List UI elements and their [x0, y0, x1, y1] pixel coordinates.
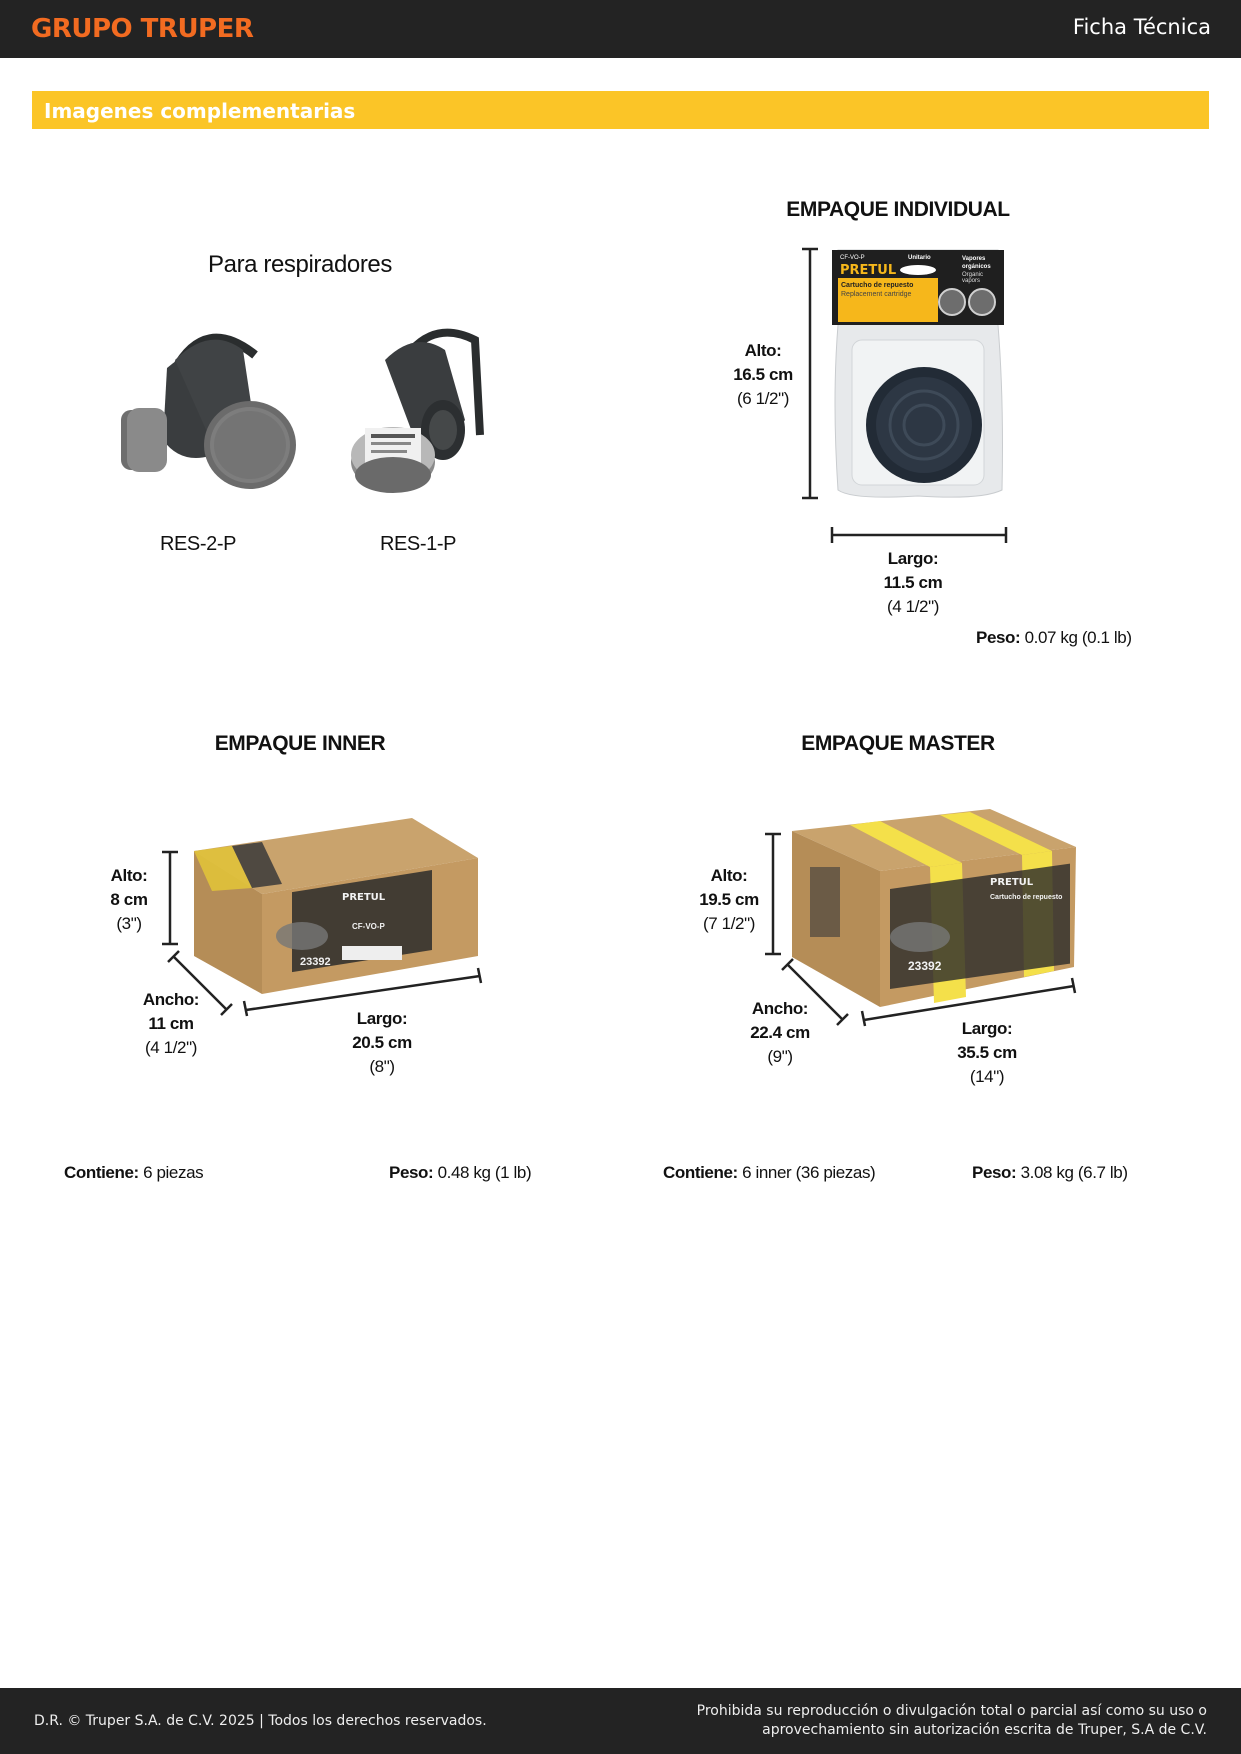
inner-alto-label: Alto:: [110, 866, 148, 885]
inner-contiene-value: 6 piezas: [143, 1163, 204, 1182]
individual-largo-cm: 11.5 cm: [883, 573, 943, 592]
inner-ancho-cm: 11 cm: [148, 1014, 194, 1033]
footer-legal: [697, 1702, 1207, 1740]
inner-alto: [79, 864, 179, 936]
individual-peso: [976, 628, 1132, 648]
master-box-desc: Cartucho de repuesto: [990, 894, 1063, 901]
inner-title: EMPAQUE INNER: [214, 732, 386, 755]
inner-peso-value: 0.48 kg (1 lb): [437, 1163, 532, 1182]
individual-largo-in: (4 1/2"): [887, 597, 939, 616]
individual-title: EMPAQUE INDIVIDUAL: [786, 198, 1010, 221]
individual-largo: [863, 547, 963, 619]
model-res-1-p: RES-1-P: [379, 533, 457, 555]
master-box-brand: PRETUL: [990, 877, 1034, 888]
section-title: Imagenes complementarias: [44, 99, 356, 123]
inner-largo: [332, 1007, 432, 1079]
individual-largo-line: [830, 525, 1008, 545]
pkg-brand: PRETUL: [840, 263, 897, 278]
master-largo-cm: 35.5 cm: [957, 1043, 1017, 1062]
respirator-res-2-p-image: [115, 320, 295, 500]
individual-alto-in: (6 1/2"): [737, 389, 789, 408]
footer-copyright: D.R. © Truper S.A. de C.V. 2025 | Todos los derechos reservados.: [34, 1713, 487, 1729]
master-peso: [972, 1163, 1128, 1183]
section-bar: [32, 91, 1209, 129]
inner-contiene: [64, 1163, 203, 1183]
individual-alto: [713, 339, 813, 411]
inner-ancho-in: (4 1/2"): [145, 1038, 197, 1057]
master-ancho-label: Ancho:: [751, 999, 809, 1018]
inner-box-brand: PRETUL: [342, 892, 386, 903]
pkg-desc-en: Replacement cartridge: [841, 291, 912, 298]
respirator-res-1-p-image: [345, 320, 505, 500]
individual-alto-cm: 16.5 cm: [733, 365, 793, 384]
inner-largo-cm: 20.5 cm: [352, 1033, 412, 1052]
master-ancho: [730, 997, 830, 1069]
individual-peso-label: Peso:: [976, 628, 1021, 647]
footer-legal-line-1: Prohibida su reproducción o divulgación total o parcial así como su uso o: [696, 1703, 1207, 1719]
individual-largo-label: Largo:: [887, 549, 939, 568]
master-peso-value: 3.08 kg (6.7 lb): [1020, 1163, 1128, 1182]
pkg-vapors-es: Vapores orgánicos: [962, 256, 991, 270]
pkg-desc-es: Cartucho de repuesto: [841, 282, 914, 289]
pkg-unit: Unitario: [908, 255, 931, 261]
individual-peso-value: 0.07 kg (0.1 lb): [1024, 628, 1132, 647]
master-largo: [937, 1017, 1037, 1089]
page-header: [0, 0, 1241, 58]
pkg-vapors-en: Organic vapors: [962, 272, 984, 284]
inner-ancho-label: Ancho:: [142, 990, 200, 1009]
master-alto-cm: 19.5 cm: [699, 890, 759, 909]
inner-box-number: 23392: [300, 956, 331, 968]
master-contiene-value: 6 inner (36 piezas): [742, 1163, 876, 1182]
master-ancho-in: (9"): [767, 1047, 793, 1066]
master-largo-in: (14"): [969, 1067, 1005, 1086]
inner-contiene-label: Contiene:: [64, 1163, 139, 1182]
master-largo-label: Largo:: [961, 1019, 1013, 1038]
inner-alto-in: (3"): [116, 914, 142, 933]
respirators-subtitle: Para respiradores: [208, 251, 392, 278]
master-peso-label: Peso:: [972, 1163, 1017, 1182]
inner-peso-label: Peso:: [389, 1163, 434, 1182]
inner-peso: [389, 1163, 531, 1183]
inner-largo-in: (8"): [369, 1057, 395, 1076]
page-footer: [0, 1688, 1241, 1754]
master-alto-in: (7 1/2"): [703, 914, 755, 933]
inner-largo-label: Largo:: [356, 1009, 408, 1028]
master-alto-label: Alto:: [710, 866, 748, 885]
brand-logo: GRUPO TRUPER: [31, 14, 254, 44]
master-alto: [679, 864, 779, 936]
footer-legal-line-2: aprovechamiento sin autorización escrita de Truper, S.A de C.V.: [762, 1722, 1207, 1738]
master-title: EMPAQUE MASTER: [801, 732, 995, 755]
master-box-number: 23392: [908, 959, 942, 973]
master-contiene: [663, 1163, 875, 1183]
individual-package-image: [832, 250, 1004, 500]
inner-box-code: CF-VO-P: [352, 922, 385, 931]
model-res-2-p: RES-2-P: [159, 533, 237, 555]
master-ancho-cm: 22.4 cm: [750, 1023, 810, 1042]
master-contiene-label: Contiene:: [663, 1163, 738, 1182]
inner-alto-cm: 8 cm: [110, 890, 148, 909]
pkg-code: CF-VO-P: [840, 255, 865, 261]
inner-ancho: [121, 988, 221, 1060]
individual-alto-label: Alto:: [744, 341, 782, 360]
document-type: Ficha Técnica: [1072, 15, 1211, 39]
